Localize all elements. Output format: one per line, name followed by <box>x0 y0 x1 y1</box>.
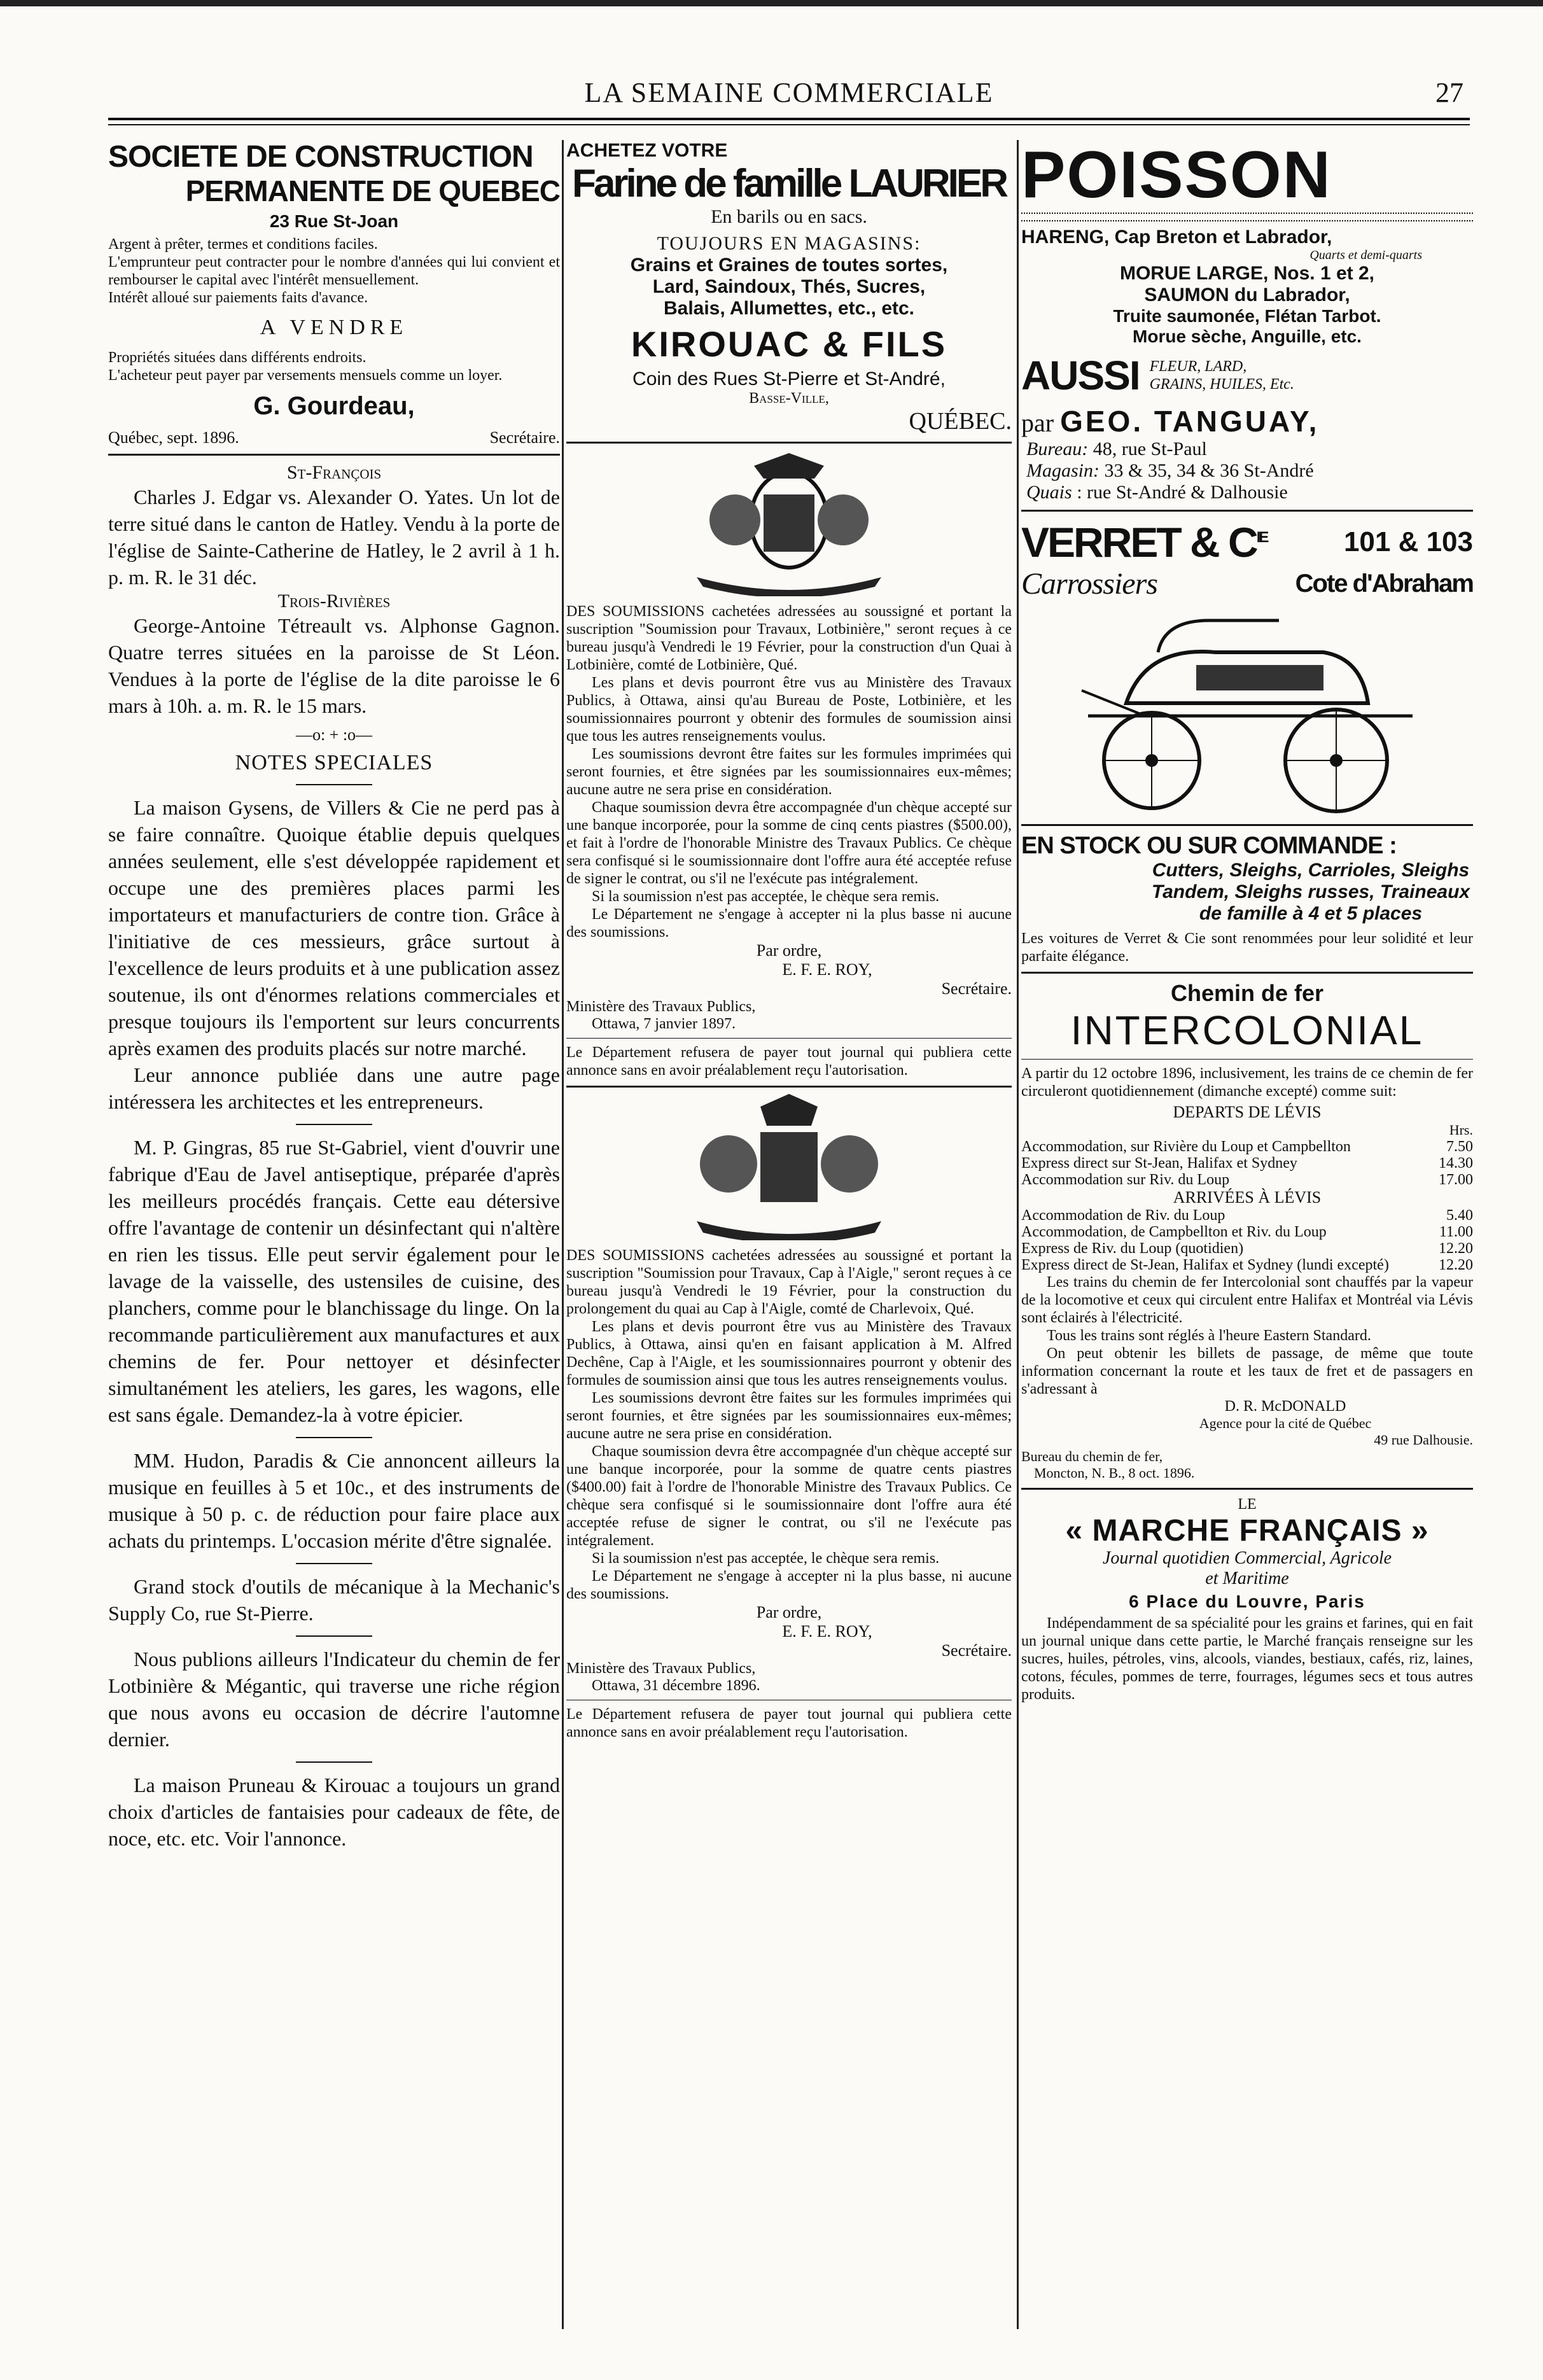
verret-stock: EN STOCK OU SUR COMMANDE : <box>1021 832 1397 859</box>
departures-table <box>1021 1138 1473 1188</box>
address-label: Bureau: <box>1026 438 1089 459</box>
ad-line: HARENG, Cap Breton et Labrador, <box>1021 227 1332 248</box>
railway-place: Moncton, N. B., 8 oct. 1896. <box>1034 1465 1195 1481</box>
arrivals-table <box>1021 1207 1473 1273</box>
tender-ministry: Ministère des Travaux Publics, <box>566 1660 756 1677</box>
tender-lotbiniere <box>566 603 1012 1079</box>
top-border <box>0 0 1543 6</box>
tender-date: Ottawa, 31 décembre 1896. <box>592 1677 760 1694</box>
ad-line: Intérêt alloué sur paiements faits d'avance. <box>108 290 368 306</box>
royal-arms-icon <box>684 450 894 596</box>
short-rule <box>296 1635 372 1637</box>
train-time: 11.00 <box>1439 1224 1473 1240</box>
timetable-row <box>1021 1224 1473 1240</box>
railway-text: Tous les trains sont réglés à l'heure Eastern Standard. <box>1047 1327 1371 1344</box>
tender-text: Chaque soumission devra être accompagnée d'un chèque accepté sur une banque incorporée, pour la somme de quatre cents piastres ($400.00) fait à l'ordre de l'honorable Ministre des Travaux Publics. Ce chèque sera confisqué si le soumissionnaire dont l'offre aura été acceptée refuse de signer le contrat, ou s'il ne l'exécute pas intégralement. <box>566 1443 1012 1549</box>
train-name: Accommodation de Riv. du Loup <box>1021 1207 1225 1224</box>
ad-laurier <box>566 140 1012 435</box>
ad-role: Secrétaire. <box>489 428 560 447</box>
ad-city: QUÉBEC. <box>909 408 1012 435</box>
ad-address <box>1021 482 1473 503</box>
verret-header <box>1021 518 1473 566</box>
verret-name-text: VERRET & C <box>1021 519 1257 566</box>
ad-corner: Coin des Rues St-Pierre et St-André, <box>632 368 946 389</box>
section-separator: —o: + :o— <box>295 725 373 744</box>
timetable-row <box>1021 1240 1473 1257</box>
ad-signature: G. Gourdeau, <box>253 392 415 420</box>
verret-ie: IE <box>1256 529 1267 546</box>
ad-basse: Basse-Ville, <box>749 390 829 407</box>
ad-vendre: A VENDRE <box>260 316 408 339</box>
tender-text: Les plans et devis pourront être vus au Ministère des Travaux Publics, à Ottawa, ainsi qu'en en faisant application à M. Alfred Dechêne, Cap à l'Aigle, et les soumissionnaires pourront y obtenir des formules de soumission ainsi que tous les autres renseignements voulus. <box>566 1319 1012 1389</box>
legal-notice-stfrancois <box>108 462 560 591</box>
divider <box>108 454 560 456</box>
train-name: Express de Riv. du Loup (quotidien) <box>1021 1240 1244 1257</box>
verret-note: Les voitures de Verret & Cie sont renommées pour leur solidité et leur parfaite élégance. <box>1021 930 1473 965</box>
timetable-row <box>1021 1207 1473 1224</box>
railway-intro: A partir du 12 octobre 1896, inclusivement, les trains de ce chemin de fer circuleront quotidiennement (dimanche excepté) comme suit: <box>1021 1065 1473 1100</box>
aussi-list <box>1150 358 1294 393</box>
tender-order: Par ordre, <box>756 941 822 960</box>
train-time: 17.00 <box>1439 1172 1473 1188</box>
train-time: 5.40 <box>1446 1207 1473 1224</box>
departs-heading: DEPARTS DE LÉVIS <box>1173 1103 1322 1121</box>
ad-sub: En barils ou en sacs. <box>711 206 867 227</box>
ad-pre: ACHETEZ VOTRE <box>566 140 728 161</box>
arrivals-heading: ARRIVÉES À LÉVIS <box>1173 1188 1322 1207</box>
divider <box>566 1086 1012 1088</box>
column-separator <box>562 140 564 2329</box>
page-number: 27 <box>1435 77 1463 108</box>
note-paragraph: La maison Gysens, de Villers & Cie ne perd pas à se faire connaître. Quoique établie depuis quelques années seulement, elle s'est développée rapidement et occupe une des premières places parmi les importateurs et manufacturiers de contre tion. Grâce à l'initiative de ces messieurs, grâce surtout à l'excellence de leurs produits et à une publication assez soutenue, ils ont d'énormes relations commerciales et presque toujours ils l'emportent sur leurs concurrents après examen des produits placés sur notre marché. <box>108 796 560 1060</box>
hours-label: Hrs. <box>1449 1122 1473 1138</box>
ad-aussi <box>1021 352 1473 399</box>
header-rule <box>108 118 1470 120</box>
aussi-item: FLEUR, LARD, <box>1149 358 1247 375</box>
railway-pre: Chemin de fer <box>1170 980 1324 1006</box>
notes-title: NOTES SPECIALES <box>235 751 433 774</box>
header-rule-thin <box>108 124 1470 125</box>
ad-address: 23 Rue St-Joan <box>269 211 399 231</box>
ad-intercolonial <box>1021 980 1473 1481</box>
railway-agent-addr: 49 rue Dalhousie. <box>1374 1432 1473 1448</box>
verret-street: Cote d'Abraham <box>1295 570 1473 598</box>
ad-footer <box>108 428 560 447</box>
address-value: 48, rue St-Paul <box>1093 438 1207 459</box>
note-paragraph: MM. Hudon, Paradis & Cie annoncent ailleurs la musique en feuilles à 5 et 10c., et des instruments de musique à 50 p. c. de réduction pour faire place aux achats du printemps. L'occasion mérite d'être signalée. <box>108 1449 560 1552</box>
railway-agent-role: Agence pour la cité de Québec <box>1199 1415 1372 1431</box>
ad-address <box>1021 438 1473 460</box>
aussi-label: AUSSI <box>1021 353 1140 398</box>
aussi-item: GRAINS, HUILES, Etc. <box>1149 376 1294 393</box>
ad-line: Truite saumonée, Flétan Tarbot. <box>1113 306 1381 326</box>
timetable-row <box>1021 1172 1473 1188</box>
address-label: Magasin: <box>1026 460 1100 481</box>
ad-date: Québec, sept. 1896. <box>108 428 239 447</box>
verret-items: Cutters, Sleighs, Carrioles, Sleighs Tandem, Sleighs russes, Traineaux de famille à 4 et 5 places <box>1151 860 1470 924</box>
tender-text: Les plans et devis pourront être vus au Ministère des Travaux Publics, à Ottawa, ainsi qu'au Bureau de Poste, Lotbinière, et les soumissionnaires pourront y obtenir des formules de soumission ainsi que tous les autres renseignements voulus. <box>566 675 1012 745</box>
ad-company: KIROUAC & FILS <box>631 324 947 364</box>
train-name: Accommodation sur Riv. du Loup <box>1021 1172 1230 1188</box>
divider <box>566 442 1012 444</box>
tender-ministry: Ministère des Travaux Publics, <box>566 998 756 1015</box>
ad-verret <box>1021 518 1473 965</box>
note-paragraph: M. P. Gingras, 85 rue St-Gabriel, vient d'ouvrir une fabrique d'Eau de Javel antiseptique, préparée d'après les meilleurs procédés français. Cette eau détersive offre l'avantage de contenir un désinfectant qui n'altère en rien les tissus. Elle peut servir également pour le lavage de la vaisselle, des ustensiles de cuisine, des planchers, comme pour le blanchissage du linge. On la recommande particulièrement aux manufactures et aux chemins de fer. Pour nettoyer et désinfecter simultanément les ateliers, les gares, les wagons, elle est sans égale. Demandez-la à votre épicier. <box>108 1136 560 1426</box>
notice-text: George-Antoine Tétreault vs. Alphonse Gagnon. Quatre terres situées en la paroisse de St Léon. Vendues à la porte de l'église de la dite paroisse le 6 mars à 10h. a. m. R. le 15 mars. <box>108 614 560 717</box>
address-value: 33 & 35, 34 & 36 St-André <box>1104 460 1314 481</box>
ad-toujours: TOUJOURS EN MAGASINS: <box>657 233 921 254</box>
tender-text: Si la soumission n'est pas acceptée, le chèque sera remis. <box>592 1550 940 1567</box>
train-name: Express direct de St-Jean, Halifax et Sydney (lundi excepté) <box>1021 1257 1389 1273</box>
column-middle <box>566 140 1012 2335</box>
ad-line: L'acheteur peut payer par versements mensuels comme un loyer. <box>108 367 503 384</box>
train-time: 12.20 <box>1439 1257 1473 1273</box>
train-name: Express direct sur St-Jean, Halifax et Sydney <box>1021 1155 1297 1172</box>
railway-title: INTERCOLONIAL <box>1070 1007 1424 1053</box>
address-value: : rue St-André & Dalhousie <box>1077 482 1288 503</box>
tender-text: Chaque soumission devra être accompagnée d'un chèque accepté sur une banque incorporée, pour la somme de cinq cents piastres ($500.00), et fait à l'ordre de l'honorable Ministre des Travaux Publics. Ce chèque sera confisqué si le soumissionnaire dont l'offre aura été acceptée refuse de signer le contrat, ou s'il ne l'exécute pas intégralement. <box>566 799 1012 887</box>
short-rule <box>296 1563 372 1564</box>
tender-text: DES SOUMISSIONS cachetées adressées au soussigné et portant la suscription "Soumission pour Travaux, Cap à l'Aigle," seront reçues à ce bureau jusqu'à Vendredi le 19 Février, pour la construction du prolongement du quai au Cap à l'Aigle, comté de Charlevoix, Qué. <box>566 1247 1012 1317</box>
train-time: 7.50 <box>1446 1138 1473 1155</box>
marche-title: « MARCHE FRANÇAIS » <box>1065 1514 1429 1548</box>
ad-line: Quarts et demi-quarts <box>1309 248 1422 262</box>
note-paragraph: Nous publions ailleurs l'Indicateur du chemin de fer Lotbinière & Mégantic, qui traverse une riche région que nous avons eu occasion de décrire l'automne dernier. <box>108 1648 560 1751</box>
ad-marche-francais <box>1021 1496 1473 1704</box>
note-paragraph: La maison Pruneau & Kirouac a toujours un grand choix d'articles de fantaisies pour cadeaux de fête, de noce, etc. etc. Voir l'annonce. <box>108 1774 560 1850</box>
verret-name <box>1021 518 1267 566</box>
tender-cap-aigle <box>566 1247 1012 1741</box>
verret-subheader <box>1021 566 1473 601</box>
ad-line: SAUMON du Labrador, <box>1144 284 1350 305</box>
short-rule <box>296 784 372 785</box>
short-rule <box>296 1761 372 1763</box>
tender-signer: E. F. E. ROY, <box>782 1622 872 1641</box>
ad-poisson <box>1021 140 1473 503</box>
tender-text: Les soumissions devront être faites sur les formules imprimées qui seront fournies, et être signées par les soumissionnaires eux-mêmes; aucune autre ne sera prise en considération. <box>566 1390 1012 1442</box>
merchant-name: GEO. TANGUAY, <box>1060 405 1320 438</box>
notice-heading: St-François <box>286 462 382 483</box>
tender-text: Le Département ne s'engage à accepter ni la plus basse, ni aucune des soumissions. <box>566 1568 1012 1602</box>
address-label: Quais <box>1026 482 1072 503</box>
column-separator <box>1017 140 1019 2329</box>
royal-arms-icon <box>684 1094 894 1240</box>
page-header <box>115 70 1463 108</box>
tender-text: Si la soumission n'est pas acceptée, le chèque sera remis. <box>592 888 940 905</box>
railway-text: On peut obtenir les billets de passage, de même que toute information concernant la route et les taux de fret et de passagers en s'adressant à <box>1021 1345 1473 1397</box>
marche-le: LE <box>1238 1496 1257 1513</box>
short-rule <box>296 1124 372 1125</box>
ad-address <box>1021 460 1473 482</box>
train-name: Accommodation, sur Rivière du Loup et Campbellton <box>1021 1138 1351 1155</box>
newspaper-title: LA SEMAINE COMMERCIALE <box>584 77 994 108</box>
ad-goods: Lard, Saindoux, Thés, Sucres, <box>652 276 926 297</box>
tender-notice: Le Département refusera de payer tout journal qui publiera cette annonce sans en avoir préalablement reçu l'autorisation. <box>566 1706 1012 1740</box>
ad-title: PERMANENTE DE QUEBEC <box>185 174 560 207</box>
divider <box>1021 1059 1473 1060</box>
ad-merchant-line <box>1021 404 1473 438</box>
tender-text: DES SOUMISSIONS cachetées adressées au soussigné et portant la suscription "Soumission pour Travaux, Lotbinière," seront reçues à ce bureau jusqu'à Vendredi le 19 Février, pour la construction d'un Quai à Lotbinière, comté de Lotbinière, Qué. <box>566 603 1012 673</box>
tender-signer: E. F. E. ROY, <box>782 960 872 979</box>
ad-title: POISSON <box>1021 140 1332 212</box>
divider <box>1021 1488 1473 1490</box>
ad-title: SOCIETE DE CONSTRUCTION <box>108 140 533 174</box>
timetable-row <box>1021 1155 1473 1172</box>
notice-heading: Trois-Rivières <box>277 591 391 612</box>
ad-line: MORUE LARGE, Nos. 1 et 2, <box>1119 263 1375 284</box>
carriage-icon <box>1069 608 1425 818</box>
column-right <box>1021 140 1473 2335</box>
marche-sub: et Maritime <box>1205 1569 1289 1588</box>
marche-text: Indépendamment de sa spécialité pour les grains et farines, qui en fait un journal unique dans cette partie, le Marché français renseigne sur les sucres, huiles, pétroles, vins, alcools, viandes, bestiaux, cafés, riz, laines, cotons, fécules, pommes de terre, fourrages, légumes secs et tous autres produits. <box>1021 1615 1473 1703</box>
tender-date: Ottawa, 7 janvier 1897. <box>592 1016 736 1032</box>
timetable-row <box>1021 1257 1473 1273</box>
ad-line: Propriétés situées dans différents endroits. <box>108 349 367 366</box>
divider <box>566 1038 1012 1039</box>
notice-text: Charles J. Edgar vs. Alexander O. Yates. Un lot de terre situé dans le canton de Hatley. Vendu à la porte de l'église de Sainte-Catherine de Hatley, le 2 avril à 1 h. p. m. R. le 31 déc. <box>108 486 560 589</box>
marche-sub: Journal quotidien Commercial, Agricole <box>1102 1548 1392 1568</box>
tender-role: Secrétaire. <box>941 979 1012 998</box>
note-paragraph: Leur annonce publiée dans une autre page intéressera les architectes et les entrepreneurs. <box>108 1063 560 1113</box>
short-rule <box>296 1437 372 1438</box>
train-name: Accommodation, de Campbellton et Riv. du Loup <box>1021 1224 1327 1240</box>
tender-text: Le Département ne s'engage à accepter ni la plus basse ni aucune des soumissions. <box>566 906 1012 941</box>
note-paragraph: Grand stock d'outils de mécanique à la Mechanic's Supply Co, rue St-Pierre. <box>108 1575 560 1625</box>
tender-notice: Le Département refusera de payer tout journal qui publiera cette annonce sans en avoir préalablement reçu l'autorisation. <box>566 1044 1012 1079</box>
verret-trade: Carrossiers <box>1021 567 1157 601</box>
divider <box>1021 972 1473 974</box>
verret-number: 101 & 103 <box>1343 526 1473 557</box>
divider <box>1021 510 1473 512</box>
divider <box>1021 824 1473 826</box>
ad-line: Argent à prêter, termes et conditions faciles. <box>108 236 378 253</box>
ad-goods: Balais, Allumettes, etc., etc. <box>663 298 915 319</box>
railway-agent: D. R. McDONALD <box>1224 1398 1346 1415</box>
legal-notice-troisrivieres <box>108 591 560 719</box>
column-left <box>108 140 560 2335</box>
tender-text: Les soumissions devront être faites sur les formules imprimées qui seront fournies, et être signées par les soumissionnaires eux-mêmes; aucune autre ne sera prise en considération. <box>566 746 1012 798</box>
railway-text: Les trains du chemin de fer Intercolonial sont chauffés par la vapeur de la locomotive et ceux qui circulent entre Halifax et Montréal via Lévis sont éclairés à l'électricité. <box>1021 1274 1473 1326</box>
marche-address: 6 Place du Louvre, Paris <box>1129 1592 1365 1611</box>
ad-line: L'emprunteur peut contracter pour le nombre d'années qui lui convient et rembourser le capital avec l'intérêt mensuellement. <box>108 254 560 288</box>
ad-societe-construction <box>108 140 560 447</box>
railway-bureau: Bureau du chemin de fer, <box>1021 1448 1163 1464</box>
ad-line: Morue sèche, Anguille, etc. <box>1133 326 1362 346</box>
train-time: 14.30 <box>1439 1155 1473 1172</box>
dotted-rule <box>1021 213 1473 221</box>
par-label: par <box>1021 409 1054 437</box>
tender-role: Secrétaire. <box>941 1641 1012 1660</box>
tender-order: Par ordre, <box>756 1603 822 1621</box>
train-time: 12.20 <box>1439 1240 1473 1257</box>
ad-goods: Grains et Graines de toutes sortes, <box>630 255 948 276</box>
timetable-row <box>1021 1138 1473 1155</box>
ad-brand: Farine de famille LAURIER <box>571 162 1007 206</box>
